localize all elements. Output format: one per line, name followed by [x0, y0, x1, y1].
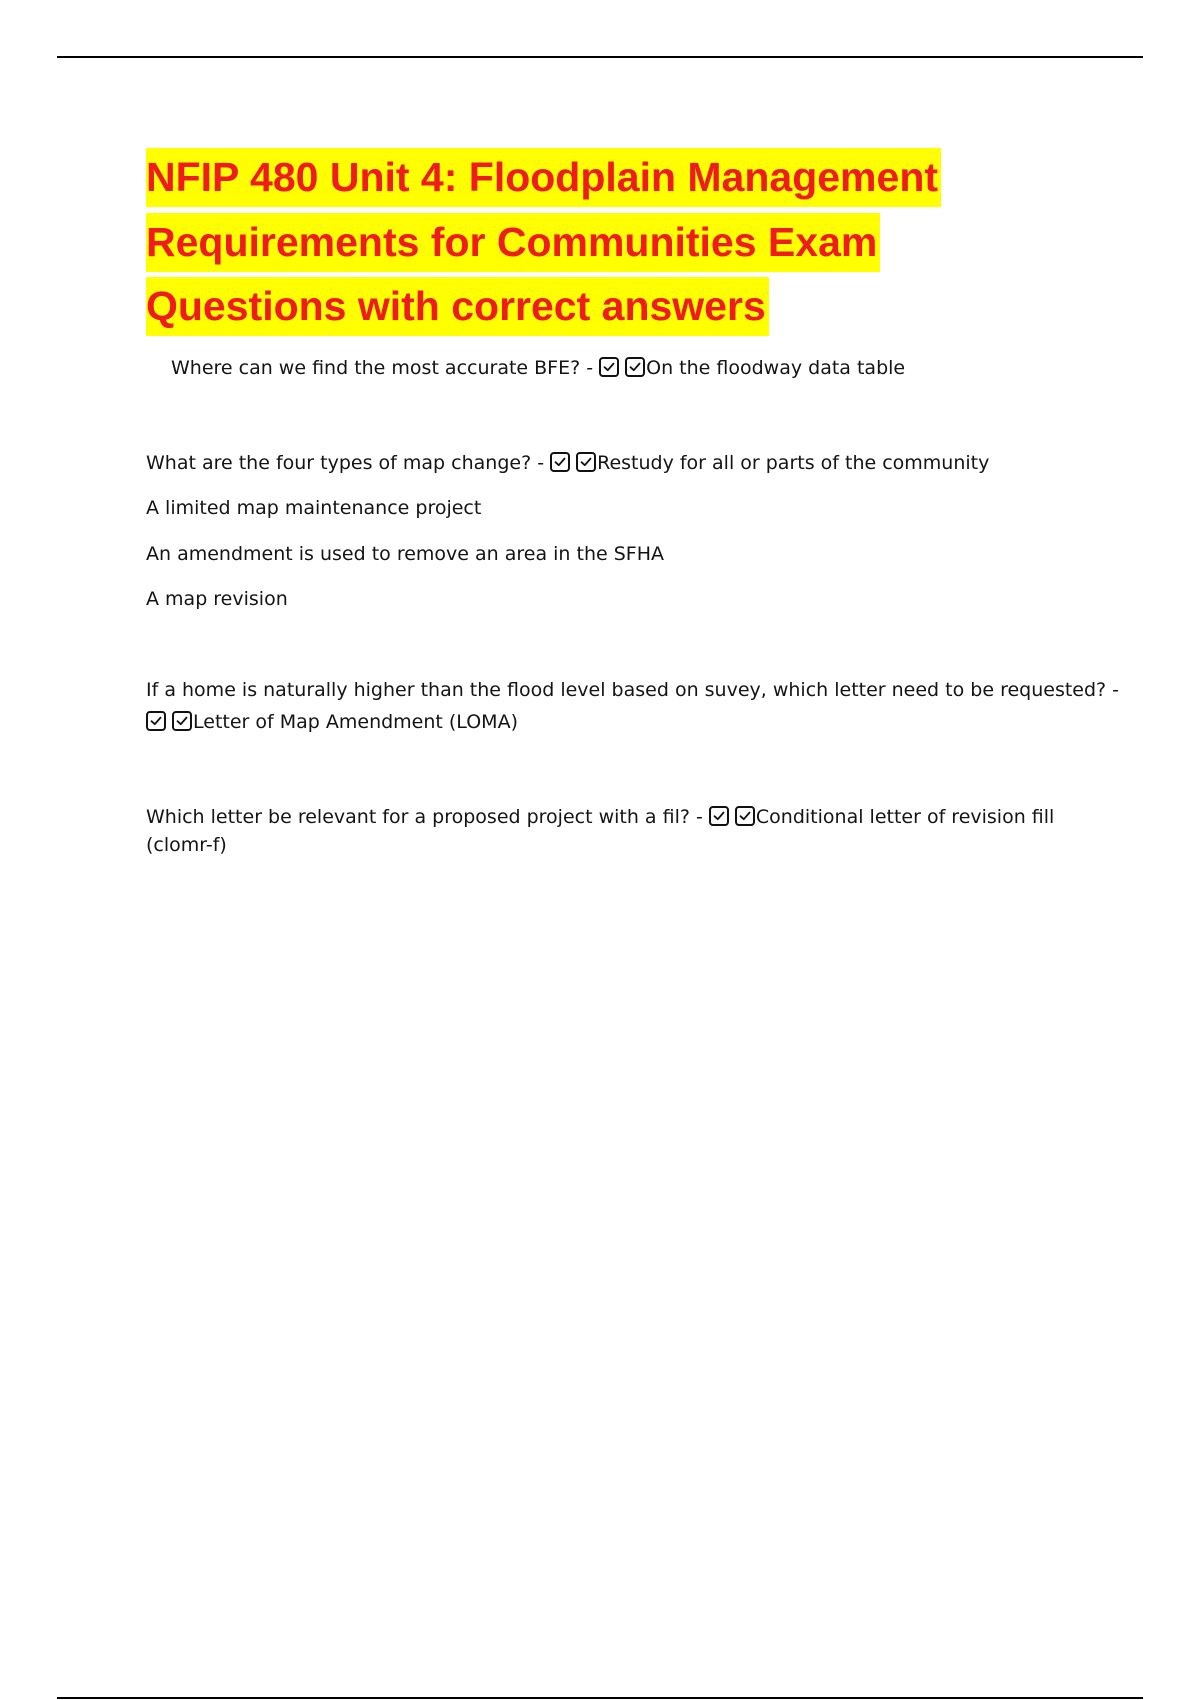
- answer-text: Letter of Map Amendment (LOMA): [193, 711, 518, 733]
- qa-item-1: [171, 353, 905, 383]
- question-text: If a home is naturally higher than the flood level based on suvey, which letter need to be requested? -: [146, 679, 1120, 701]
- qa-line: [171, 353, 905, 383]
- answer-text: A limited map maintenance project: [146, 497, 482, 519]
- qa-line: [146, 802, 1086, 832]
- qa-line: [146, 707, 1086, 737]
- answer-line: [146, 584, 288, 614]
- document-title: [146, 145, 1046, 339]
- qa-line: [146, 448, 989, 478]
- answer-line: [146, 493, 481, 523]
- checkbox-checked-icon: [625, 357, 645, 377]
- checkbox-checked-icon: [146, 711, 166, 731]
- checkbox-checked-icon: [709, 806, 729, 826]
- checkbox-checked-icon: [599, 357, 619, 377]
- checkbox-checked-icon: [172, 711, 192, 731]
- title-line: Requirements for Communities Exam: [146, 213, 880, 272]
- footer-rule: [57, 1697, 1143, 1699]
- header-rule: [57, 56, 1143, 58]
- checkbox-checked-icon: [735, 806, 755, 826]
- answer-text: On the floodway data table: [646, 357, 906, 379]
- question-text: Which letter be relevant for a proposed project with a fil? -: [146, 806, 703, 828]
- answer-marker: [599, 357, 646, 379]
- question-text: Where can we find the most accurate BFE? -: [171, 357, 594, 379]
- qa-item-4: [146, 802, 1086, 860]
- answer-line: [146, 539, 664, 569]
- answer-marker: [550, 452, 597, 474]
- title-line: NFIP 480 Unit 4: Floodplain Management: [146, 148, 941, 207]
- answer-marker: [146, 711, 193, 733]
- checkbox-checked-icon: [576, 452, 596, 472]
- answer-marker: [709, 806, 756, 828]
- answer-text: An amendment is used to remove an area in the SFHA: [146, 543, 664, 565]
- answer-text: A map revision: [146, 588, 288, 610]
- qa-item-2: [146, 448, 989, 478]
- title-line: Questions with correct answers: [146, 277, 769, 336]
- checkbox-checked-icon: [550, 452, 570, 472]
- answer-text: Restudy for all or parts of the community: [597, 452, 990, 474]
- question-text: What are the four types of map change? -: [146, 452, 545, 474]
- answer-text: Conditional letter of revision fill: [755, 806, 1055, 828]
- qa-item-3: [146, 675, 1120, 737]
- answer-text-continued: (clomr-f): [146, 834, 227, 856]
